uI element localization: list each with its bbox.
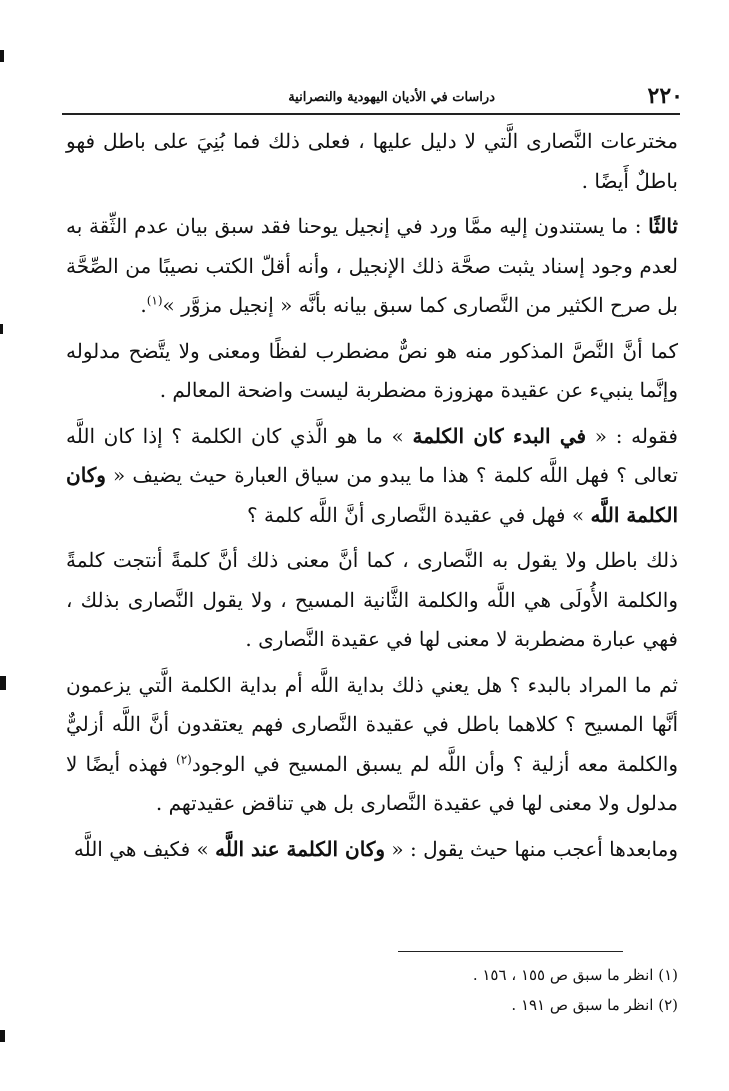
text-run: فقوله : « [586, 423, 678, 448]
footnote: (١) انظر ما سبق ص ١٥٥ ، ١٥٦ . [472, 966, 678, 984]
scan-mark [0, 324, 3, 334]
bold-phrase: في البدء كان الكلمة [412, 423, 587, 448]
bold-phrase: وكان الكلمة اللَّه [66, 463, 678, 527]
text-run: » فهل في عقيدة النَّصارى أنَّ اللَّه كلمة ؟ [247, 502, 591, 527]
paragraph [66, 332, 678, 411]
bold-phrase: وكان الكلمة عند اللَّه [215, 836, 386, 861]
text-run: » فكيف هي اللَّه [73, 836, 216, 861]
footnote-marker: (٢) [176, 751, 192, 766]
text-run: مخترعات النَّصارى الَّتي لا دليل عليها ، فعلى ذلك فما بُنِيَ على باطل فهو باطلٌ أَيضًا . [66, 129, 678, 193]
footnote-divider [398, 951, 623, 952]
paragraph [66, 541, 678, 660]
footnote-marker: (١) [146, 293, 163, 308]
paragraph [66, 666, 678, 824]
text-run: : ما يستندون إليه ممَّا ورد في إنجيل يوحنا فقد سبق بيان عدم الثِّقة به لعدم وجود إسناد يثبت صحَّة ذلك الإنجيل ، وأنه أقلّ الكتب نصيبًا من الصِّحَّة بل صرح الكثير من النَّصارى كما سبق بيانه بأنَّه « إنجيل مزوَّر » [66, 214, 678, 317]
paragraph [66, 830, 678, 870]
header-divider [62, 113, 680, 115]
page-header [60, 84, 683, 112]
scan-mark [0, 50, 4, 62]
text-run: كما أنَّ النَّصَّ المذكور منه هو نصٌّ مضطرب لفظًا ومعنى ولا يتَّضح مدلوله وإنَّما ينبيء عن عقيدة مهزوزة مضطربة ليست واضحة المعالم . [66, 338, 678, 402]
main-text [66, 122, 678, 875]
text-run: . [140, 293, 147, 317]
text-run: ثم ما المراد بالبدء ؟ هل يعني ذلك بداية اللَّه أم بداية الكلمة الَّتي يزعمون أنَّها المسيح ؟ كلاهما باطل في عقيدة النَّصارى فهم يعتقدون أنَّ اللَّه أزليٌّ والكلمة معه أزلية ؟ وأن اللَّه لم يسبق المسيح في الوجود [66, 672, 678, 776]
footnote: (٢) انظر ما سبق ص ١٩١ . [511, 996, 678, 1014]
paragraph [66, 207, 678, 326]
scan-mark [0, 676, 6, 690]
paragraph [66, 417, 678, 536]
bold-phrase: ثالثًا [648, 214, 678, 238]
text-run: فهذه أيضًا لا مدلول ولا معنى لها في عقيدة النَّصارى بل هي تناقض عقيدتهم . [66, 751, 678, 815]
text-run: » ما هو الَّذي كان الكلمة ؟ إذا كان اللَّه تعالى ؟ فهل اللَّه كلمة ؟ هذا ما يبدو من سياق العبارة حيث يضيف « [66, 423, 678, 487]
footnotes [66, 960, 678, 1020]
text-run: ذلك باطل ولا يقول به النَّصارى ، كما أنَّ معنى ذلك أنَّ كلمةً أنتجت كلمةً والكلمة الأُولَى هي اللَّه والكلمة الثَّانية المسيح ، ولا يقول النَّصارى بذلك ، فهي عبارة مضطربة لا معنى لها في عقيدة النَّصارى . [66, 548, 678, 651]
running-title: دراسات في الأديان اليهودية والنصرانية [288, 90, 495, 105]
scan-mark [0, 1030, 5, 1042]
paragraph [66, 122, 678, 201]
page-number: ٢٢٠ [647, 83, 683, 109]
text-run: ومابعدها أعجب منها حيث يقول : « [385, 836, 678, 861]
